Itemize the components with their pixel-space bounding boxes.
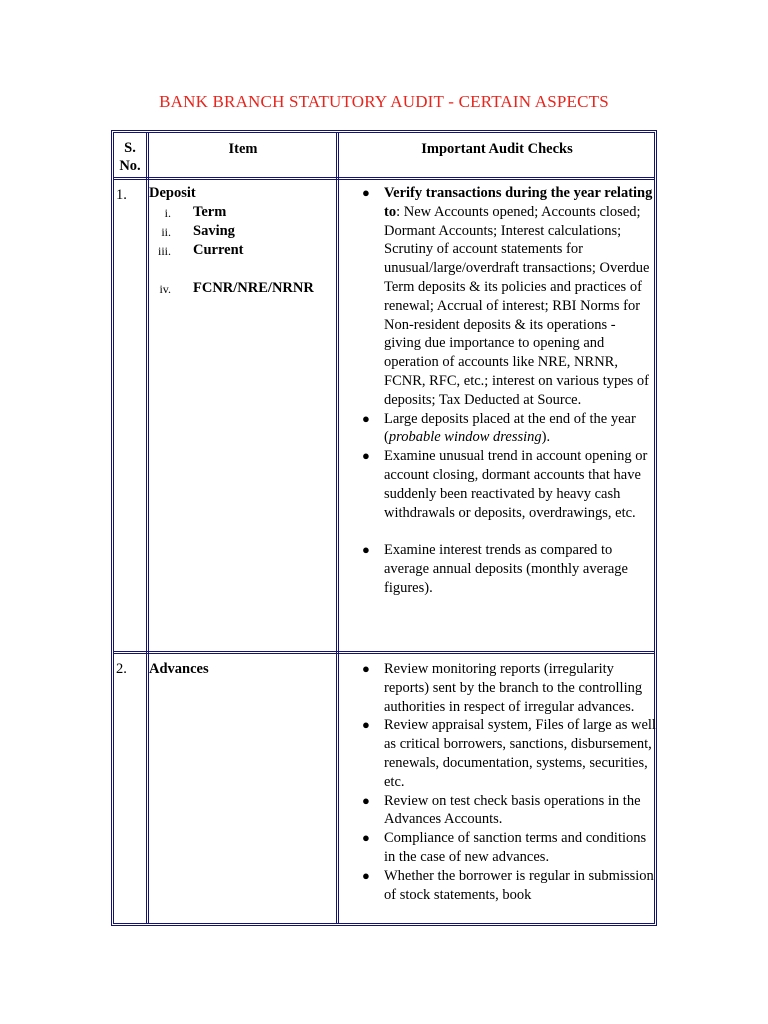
list-item: ● Verify transactions during the year relating to: New Accounts opened; Accounts closed; Dormant Accounts; Interest calculations; Scrutiny of account statements for unusual/large/overdraft transactions; Overdue Term deposits & its policies and practices of renewal; Accrual of interest; RBI Norms for Non-resident deposits & its operations - giving due importance to opening and operation of accounts like NRE, NRNR, FCNR, RFC, etc.; interest on various types of deposits; Tax Deducted at Source. (362, 185, 653, 408)
spacer (384, 522, 656, 541)
subitem-label: Term (193, 204, 227, 220)
audit-table (111, 130, 657, 926)
row-2-item: Advances (149, 661, 209, 677)
subitem-label: Saving (193, 223, 235, 239)
subitem-num: iv. (159, 282, 171, 296)
list-item: ● Examine interest trends as compared to average annual deposits (monthly average figures). (362, 542, 628, 596)
subitem-num: i. (164, 206, 171, 220)
bullet-icon: ● (362, 792, 370, 808)
header-sno: S. No. (119, 140, 141, 174)
bullet-icon: ● (362, 867, 370, 883)
row-1-checks (362, 184, 656, 598)
column-divider (336, 133, 339, 923)
bullet-icon: ● (362, 185, 370, 200)
bullet-icon: ● (362, 717, 370, 733)
row-1-sno: 1. (116, 187, 127, 203)
row-2-checks (362, 660, 656, 904)
row-1-item: Deposit (149, 185, 196, 201)
subitem-label: FCNR/NRE/NRNR (193, 280, 314, 296)
bullet-icon: ● (362, 448, 370, 464)
bullet-icon: ● (362, 830, 370, 846)
subitem-label: Current (193, 242, 244, 258)
header-item: Item (228, 141, 258, 157)
list-item: ● Review appraisal system, Files of large as well as critical borrowers, sanctions, disbursement, renewals, documentation, systems, securities, etc. (362, 717, 656, 790)
list-item: ● Compliance of sanction terms and conditions in the case of new advances. (362, 830, 647, 865)
row-divider (114, 177, 654, 180)
list-item: ● Whether the borrower is regular in submission of stock statements, book (362, 867, 654, 903)
list-item: ● Large deposits placed at the end of the year (probable window dressing). (362, 410, 636, 446)
row-divider (114, 651, 654, 654)
bullet-icon: ● (362, 410, 370, 426)
subitem-num: iii. (157, 244, 171, 258)
row-2-sno: 2. (116, 661, 127, 677)
bullet-icon: ● (362, 542, 370, 558)
page-title: BANK BRANCH STATUTORY AUDIT - CERTAIN ASPECTS (159, 92, 609, 111)
bullet-icon: ● (362, 661, 370, 676)
list-item: ● Examine unusual trend in account opening or account closing, dormant accounts that have suddenly been reactivated by heavy cash withdrawals or deposits, overdrawings, etc. (362, 448, 648, 521)
subitem-num: ii. (161, 225, 171, 239)
list-item: ● Review on test check basis operations in the Advances Accounts. (362, 792, 641, 828)
list-item: ● Review monitoring reports (irregularity reports) sent by the branch to the controlling authorities in respect of irregular advances. (362, 661, 643, 715)
header-checks: Important Audit Checks (421, 141, 573, 157)
